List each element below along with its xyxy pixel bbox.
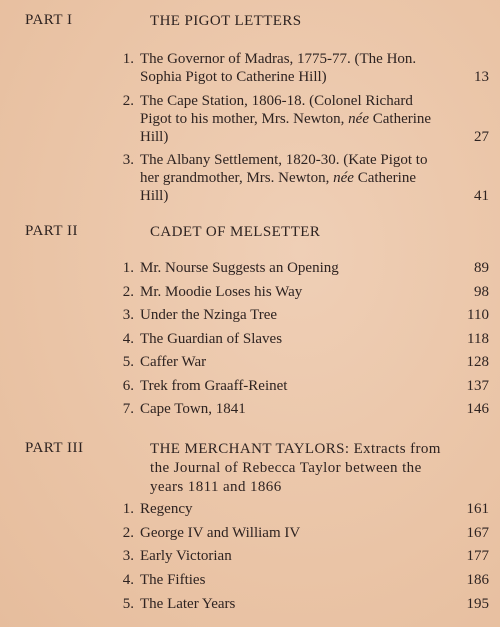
entry-page-number: 41 bbox=[474, 188, 489, 204]
entry-number: 2. bbox=[122, 284, 134, 300]
entry-page-number: 118 bbox=[467, 331, 489, 347]
part-3-title-line: the Journal of Rebecca Taylor between the bbox=[150, 460, 422, 476]
part-3-label: PART III bbox=[25, 440, 84, 456]
entry-number: 3. bbox=[122, 307, 134, 323]
entry-number: 2. bbox=[122, 525, 134, 541]
entry-page-number: 146 bbox=[466, 401, 489, 417]
part-2-entry-7 bbox=[110, 400, 489, 418]
entry-title-line: Under the Nzinga Tree bbox=[140, 307, 278, 323]
entry-title-line-text: Pigot to his mother, Mrs. Newton, née Catherine bbox=[140, 111, 432, 127]
entry-title-line: George IV and William IV bbox=[140, 525, 301, 541]
entry-page-number: 13 bbox=[474, 69, 489, 85]
part-2-title: CADET OF MELSETTER bbox=[150, 224, 321, 240]
entry-number: 3. bbox=[122, 152, 134, 168]
part-2-entry-2 bbox=[110, 283, 489, 301]
entry-title-line: Hill) bbox=[140, 129, 169, 145]
entry-number: 2. bbox=[122, 93, 134, 109]
part-3-entry-3 bbox=[110, 547, 489, 565]
part-2-entry-6 bbox=[110, 377, 489, 395]
entry-page-number: 161 bbox=[466, 501, 489, 517]
entry-number: 5. bbox=[122, 354, 134, 370]
entry-page-number: 128 bbox=[466, 354, 489, 370]
entry-page-number: 137 bbox=[466, 378, 489, 394]
entry-title-line: The Fifties bbox=[140, 572, 206, 588]
part-3-entry-5 bbox=[110, 595, 489, 613]
entry-page-number: 110 bbox=[467, 307, 489, 323]
part-2-entry-4 bbox=[110, 330, 489, 348]
entry-page-number: 89 bbox=[474, 260, 489, 276]
part-3-title bbox=[150, 440, 490, 497]
entry-title-line: The Governor of Madras, 1775-77. (The Hon. bbox=[140, 51, 417, 67]
part-3-title-line: THE MERCHANT TAYLORS: Extracts from bbox=[150, 441, 441, 457]
entry-title-line: Mr. Nourse Suggests an Opening bbox=[140, 260, 339, 276]
entry-number: 4. bbox=[122, 331, 134, 347]
entry-title-line: The Later Years bbox=[140, 596, 236, 612]
entry-number: 3. bbox=[122, 548, 134, 564]
entry-number: 5. bbox=[122, 596, 134, 612]
entry-number: 1. bbox=[122, 501, 134, 517]
part-1-title: THE PIGOT LETTERS bbox=[150, 13, 302, 29]
nee-italic: née bbox=[348, 111, 369, 127]
entry-title-line-text: her grandmother, Mrs. Newton, née Catherine bbox=[140, 170, 416, 186]
entry-title-line: The Guardian of Slaves bbox=[140, 331, 283, 347]
part-2-entry-5 bbox=[110, 353, 489, 371]
entry-page-number: 195 bbox=[466, 596, 489, 612]
entry-title-line: The Albany Settlement, 1820-30. (Kate Pigot to bbox=[140, 152, 428, 168]
part-2-label: PART II bbox=[25, 223, 79, 239]
part-3-entry-2 bbox=[110, 524, 489, 542]
entry-title-line: Early Victorian bbox=[140, 548, 232, 564]
entry-title-line: Hill) bbox=[140, 188, 169, 204]
entry-number: 1. bbox=[122, 260, 134, 276]
entry-number: 7. bbox=[122, 401, 134, 417]
part-3-title-line: years 1811 and 1866 bbox=[150, 479, 282, 495]
entry-number: 6. bbox=[122, 378, 134, 394]
entry-title-line: Trek from Graaff-Reinet bbox=[140, 378, 288, 394]
entry-title-line: Regency bbox=[140, 501, 193, 517]
entry-page-number: 167 bbox=[466, 525, 489, 541]
entry-page-number: 27 bbox=[474, 129, 489, 145]
part-2-entry-3 bbox=[110, 306, 489, 324]
entry-title-line: Mr. Moodie Loses his Way bbox=[140, 284, 303, 300]
entry-number: 1. bbox=[122, 51, 134, 67]
part-1-entry-1 bbox=[110, 50, 489, 86]
entry-title-line bbox=[140, 169, 489, 187]
entry-title-line: Cape Town, 1841 bbox=[140, 401, 246, 417]
part-1-label: PART I bbox=[25, 12, 73, 28]
entry-title-line bbox=[140, 110, 489, 128]
nee-italic: née bbox=[333, 170, 354, 186]
entry-page-number: 186 bbox=[466, 572, 489, 588]
part-1-entry-3 bbox=[110, 151, 489, 205]
part-1-entry-2 bbox=[110, 92, 489, 146]
entry-page-number: 177 bbox=[466, 548, 489, 564]
part-3-entry-1 bbox=[110, 500, 489, 518]
entry-number: 4. bbox=[122, 572, 134, 588]
entry-title-line: Caffer War bbox=[140, 354, 207, 370]
entry-page-number: 98 bbox=[474, 284, 489, 300]
entry-title-line: Sophia Pigot to Catherine Hill) bbox=[140, 69, 327, 85]
part-2-entry-1 bbox=[110, 259, 489, 277]
part-3-entry-4 bbox=[110, 571, 489, 589]
entry-title-line: The Cape Station, 1806-18. (Colonel Richard bbox=[140, 93, 413, 109]
